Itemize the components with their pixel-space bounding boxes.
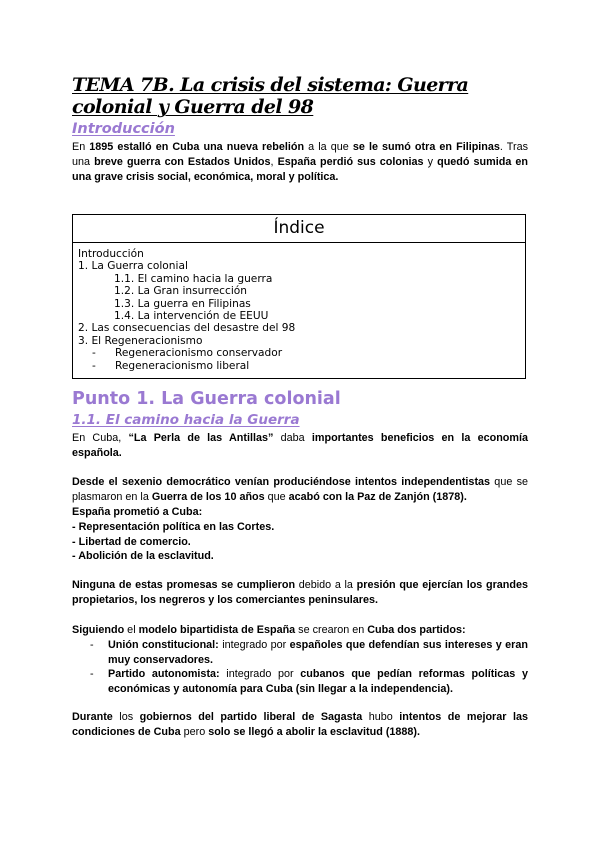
paragraph-promesas xyxy=(72,578,528,608)
bold-text: Durante xyxy=(72,711,113,723)
index-item xyxy=(78,273,525,285)
bold-text: 1895 estalló en Cuba una nueva rebelión xyxy=(89,141,305,153)
index-title: Índice xyxy=(73,215,525,243)
bold-text: presión que ejercían los grandes propietarios, los negreros y los comerciantes peninsulares. xyxy=(72,579,528,606)
bold-text: gobiernos del partido liberal de Sagasta xyxy=(139,711,363,723)
list-dash: - xyxy=(90,639,94,651)
bold-text: intentos de mejorar las condiciones de Cuba xyxy=(72,711,528,738)
intro-heading: Introducción xyxy=(72,121,175,137)
index-item xyxy=(78,360,525,372)
bold-text: Unión constitucional: xyxy=(108,639,219,651)
list-dash: - xyxy=(90,668,94,680)
text-run: debido a la xyxy=(295,579,357,591)
party-description xyxy=(108,667,528,697)
text-run: pero xyxy=(180,726,209,738)
index-item-label: 1.2. La Gran insurrección xyxy=(114,285,247,298)
bold-text: modelo bipartidista de España xyxy=(138,624,296,636)
text-run: el xyxy=(124,624,139,636)
subsection-1-1-heading: 1.1. El camino hacia la Guerra xyxy=(72,412,300,428)
index-item-label: Introducción xyxy=(78,248,144,260)
text-run: , xyxy=(270,156,278,168)
text-run: a la que xyxy=(304,141,353,153)
promise-item: - Abolición de la esclavitud. xyxy=(72,550,214,562)
index-list xyxy=(73,243,525,372)
text-run: integrado por xyxy=(219,668,301,680)
text-run: . Tras una xyxy=(72,141,528,168)
text-run: los xyxy=(112,711,140,723)
index-item-label: 1.1. El camino hacia la guerra xyxy=(114,272,273,285)
bold-text: importantes beneficios en la economía española. xyxy=(72,432,528,459)
list-dash: - xyxy=(92,359,96,372)
bold-text: Guerra de los 10 años xyxy=(151,491,265,503)
text-run: que se plasmaron en la xyxy=(72,476,528,503)
party-description xyxy=(108,638,528,668)
index-item-label: 1.4. La intervención de EEUU xyxy=(114,310,269,323)
promise-item: - Libertad de comercio. xyxy=(72,536,191,548)
index-item xyxy=(78,335,525,347)
paragraph-sagasta xyxy=(72,710,528,740)
bold-text: se le sumó otra en Filipinas xyxy=(352,141,500,153)
intro-paragraph xyxy=(72,140,528,185)
text-run: En xyxy=(72,141,90,153)
index-item xyxy=(78,248,525,260)
promise-intro: España prometió a Cuba: xyxy=(72,506,203,518)
index-box xyxy=(72,214,526,379)
index-item-label: 1. La Guerra colonial xyxy=(78,260,188,273)
text-run: daba xyxy=(273,432,312,444)
party-list-item xyxy=(90,638,528,668)
paragraph-bipartidista xyxy=(72,623,528,638)
bold-text: cubanos que pedían reformas políticas y económicas y autonomía para Cuba (sin llegar a la independencia). xyxy=(108,668,528,695)
text-run: que xyxy=(264,491,289,503)
bold-text: Cuba dos partidos: xyxy=(367,624,466,636)
index-item-label: Regeneracionismo liberal xyxy=(115,359,250,372)
bold-text: españoles que defendían sus intereses y eran muy conservadores. xyxy=(108,639,528,666)
section-1-heading: Punto 1. La Guerra colonial xyxy=(72,389,341,409)
text-run: se crearon en xyxy=(295,624,368,636)
text-run: integrado por xyxy=(218,639,290,651)
index-item xyxy=(78,298,525,310)
index-item xyxy=(78,285,525,297)
bold-text: quedó sumida en una grave crisis social, económica, moral y política. xyxy=(72,156,528,183)
index-item-label: 3. El Regeneracionismo xyxy=(78,334,203,347)
bold-text: Siguiendo xyxy=(72,624,125,636)
index-item xyxy=(78,310,525,322)
bold-text: Desde el sexenio democrático venían produciéndose intentos independentistas xyxy=(72,476,491,488)
index-item xyxy=(78,347,525,359)
paragraph-sexenio xyxy=(72,475,528,505)
document-title: TEMA 7B. La crisis del sistema: Guerra colonial y Guerra del 98 xyxy=(72,74,469,118)
list-dash: - xyxy=(92,347,96,360)
index-item-label: 2. Las consecuencias del desastre del 98 xyxy=(78,322,296,335)
bold-text: Ninguna de estas promesas se cumplieron xyxy=(72,579,296,591)
party-list-item xyxy=(90,667,528,697)
index-item xyxy=(78,322,525,334)
bold-text: breve guerra con Estados Unidos xyxy=(94,156,271,168)
promise-item: - Representación política en las Cortes. xyxy=(72,521,275,533)
bold-text: solo se llegó a abolir la esclavitud (1888). xyxy=(208,726,421,738)
bold-text: Partido autonomista: xyxy=(108,668,220,680)
bold-text: acabó con la Paz de Zanjón (1878). xyxy=(288,491,467,503)
index-item-label: Regeneracionismo conservador xyxy=(115,347,283,360)
paragraph-perla xyxy=(72,431,528,461)
text-run: En Cuba, xyxy=(72,432,129,444)
index-item xyxy=(78,260,525,272)
text-run: hubo xyxy=(362,711,400,723)
bold-text: España perdió sus colonias xyxy=(277,156,424,168)
bold-text: “La Perla de las Antillas” xyxy=(128,432,274,444)
index-item-label: 1.3. La guerra en Filipinas xyxy=(114,297,251,310)
text-run: y xyxy=(423,156,438,168)
